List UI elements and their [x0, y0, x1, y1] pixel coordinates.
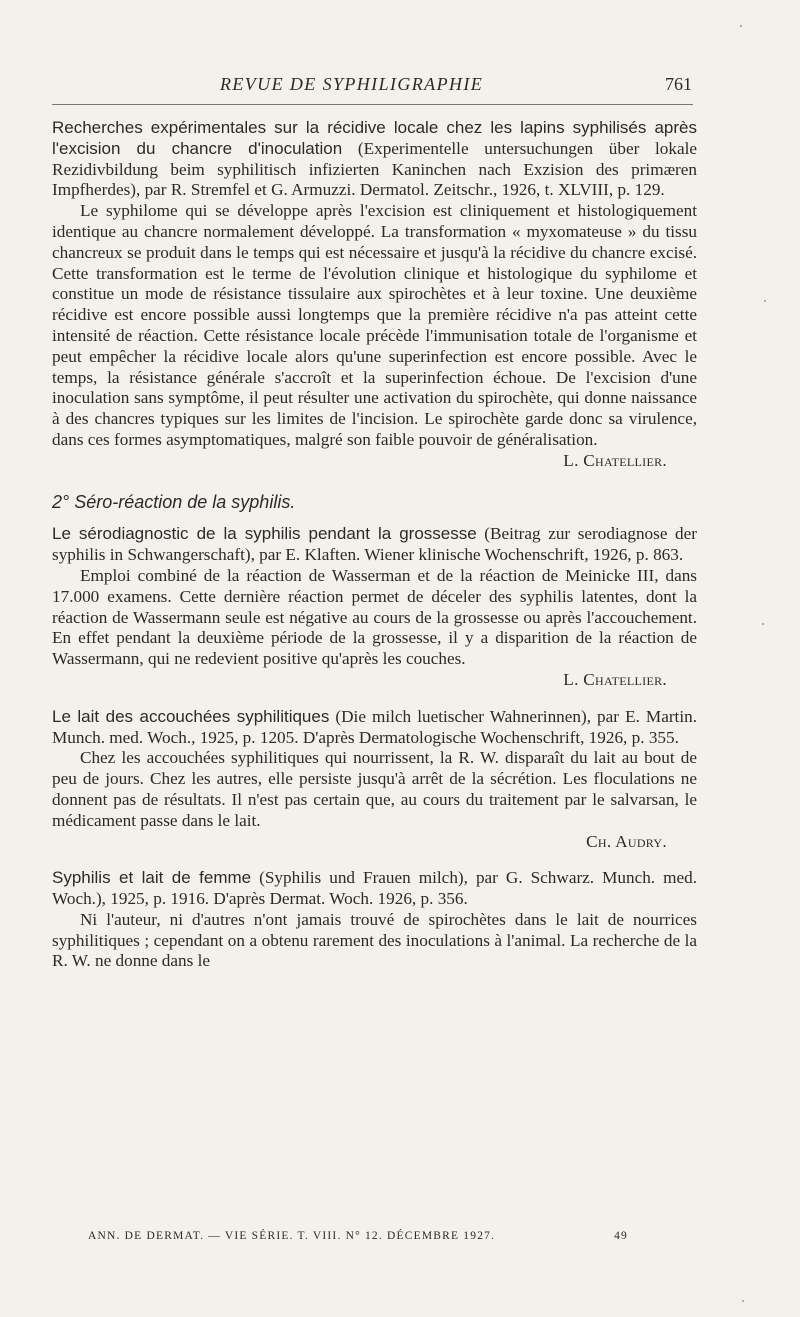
paper-speck	[742, 1300, 744, 1302]
page-header	[52, 74, 692, 96]
article-signature: Ch. Audry.	[586, 831, 667, 851]
article-body: Emploi combiné de la réaction de Wasserman et de la réaction de Meinicke III, dans 17.000 examens. Cette dernière réaction permet de déceler des syphilis latentes, dont la réaction de Wassermann seule est négative au cours de la grossesse ou après l'accouchement. En effet pendant la deuxième période de la grossesse, il y a disparition de la réaction de Wassermann, qui ne redevient positive qu'après les couches.	[52, 565, 697, 669]
article-reference: (Syphilis und Frauen milch), par G. Schwarz. Munch. med. Woch.), 1925, p. 1916. D'après Dermat. Woch. 1926, p. 356.	[52, 868, 697, 909]
article-reference: (Experimentelle untersuchungen über lokale Rezidivbildung beim syphilitisch infizierten Kaninchen nach Exzision des primæren Impfherdes), par R. Stremfel et G. Armuzzi. Dermatol. Zeitschr., 1926, t. XLVIII, p. 129.	[52, 138, 698, 200]
paper-speck	[740, 25, 742, 27]
page-footer	[88, 1230, 688, 1242]
paper-speck	[764, 300, 766, 302]
page-number: 761	[665, 74, 692, 94]
running-title: REVUE DE SYPHILIGRAPHIE	[220, 74, 484, 94]
article-reference-line	[52, 868, 697, 910]
article	[52, 868, 697, 972]
article	[52, 524, 697, 690]
article-title: Recherches expérimentales sur la récidive locale chez les lapins syphilisés après l'excision du chancre d'inoculation	[52, 118, 697, 158]
section-heading: 2° Séro-réaction de la syphilis.	[52, 491, 296, 512]
article-body: Le syphilome qui se développe après l'excision est cliniquement et histologiquement identique au chancre normalement développé. La transformation « myxomateuse » du tissu chancreux se produit dans le temps qui est nécessaire et jusqu'à la récidive du chancre excisé. Cette transformation est le terme de l'évolution clinique et histologique du syphilome et constitue un mode de résistance tissulaire aux spirochètes et à leur toxine. Une deuxième récidive est encore possible aussi longtemps que la première récidive n'a pas atteint cette intensité de réaction. Cette résistance locale précède l'immunisation totale de l'organisme et peut empêcher la récidive locale alors qu'une superinfection est encore possible. Avec le temps, la résistance générale s'accroît et la superinfection échoue. De l'excision d'une inoculation sans symptôme, il peut résulter une activation du spirochète, qui donne naissance à des chancres typiques sur les limites de l'incision. Le spirochète garde donc sa virulence, dans ces formes asymptomatiques, malgré son faible pouvoir de généralisation.	[52, 201, 697, 449]
footer-signature-number: 49	[614, 1230, 628, 1242]
article-signature: L. Chatellier.	[563, 669, 667, 689]
article	[52, 118, 697, 472]
article-reference: (Beitrag zur serodiagnose der syphilis in Schwangerschaft), par E. Klaften. Wiener klinische Wochenschrift, 1926, p. 863.	[52, 524, 698, 565]
article	[52, 707, 697, 853]
article-reference-line	[52, 707, 697, 749]
header-rule	[52, 104, 693, 105]
article-body: Ni l'auteur, ni d'autres n'ont jamais trouvé de spirochètes dans le lait de nourrices syphilitiques ; cependant on a obtenu rarement des inoculations à l'animal. La recherche de la R. W. ne donne dans le	[52, 909, 697, 971]
article-reference: (Die milch luetischer Wahnerinnen), par E. Martin. Munch. med. Woch., 1925, p. 1205. D'après Dermatologische Wochenschrift, 1926, p. 355.	[52, 706, 697, 747]
article-title: Syphilis et lait de femme	[52, 868, 252, 888]
article-signature-row	[52, 451, 697, 472]
article-signature-row	[52, 670, 697, 691]
article-reference-line	[52, 118, 697, 201]
page-content	[52, 118, 697, 988]
article-reference-line	[52, 524, 697, 566]
article-title: Le sérodiagnostic de la syphilis pendant la grossesse	[52, 524, 477, 544]
paper-speck	[762, 623, 764, 625]
footer-citation: ANN. DE DERMAT. — VIE SÉRIE. T. VIII. N° 12. DÉCEMBRE 1927.	[88, 1230, 496, 1242]
article-signature-row	[52, 832, 697, 853]
article-signature: L. Chatellier.	[563, 450, 667, 470]
article-title: Le lait des accouchées syphilitiques	[52, 706, 330, 726]
article-body: Chez les accouchées syphilitiques qui nourrissent, la R. W. disparaît du lait au bout de peu de jours. Chez les autres, elle persiste jusqu'à arrêt de la sécrétion. Les floculations ne donnent pas de résultats. Il n'est pas certain que, au cours du traitement par le salvarsan, le médicament passe dans le lait.	[52, 748, 697, 830]
